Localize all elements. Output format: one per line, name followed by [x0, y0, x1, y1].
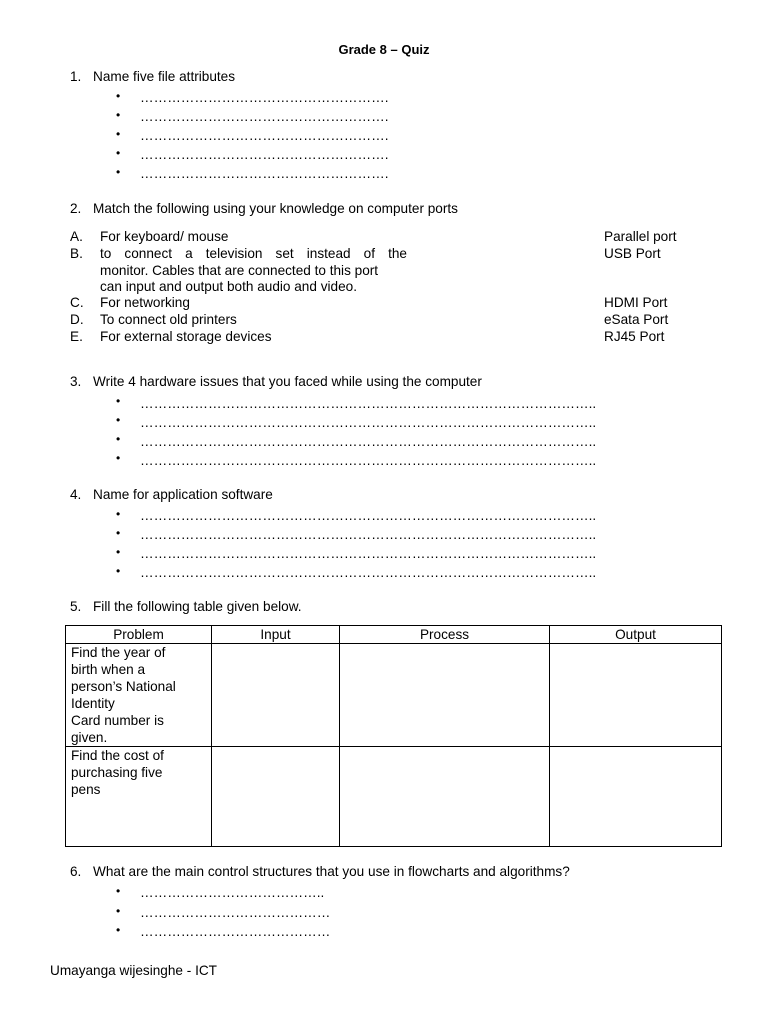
answer-blank[interactable]: ……………………………………	[140, 905, 331, 920]
table-row	[66, 747, 722, 847]
question-number: 4.	[70, 487, 82, 502]
column-header: Input	[212, 626, 340, 644]
bullet: •	[116, 923, 121, 937]
column-header: Process	[340, 626, 550, 644]
answer-blank[interactable]: ………………………………………………………………………………………..	[140, 415, 597, 430]
answer-blank[interactable]: ………………………………………………………………………………………..	[140, 565, 597, 580]
problem-line: Card number is	[71, 713, 164, 728]
question-text: Match the following using your knowledge on computer ports	[93, 201, 458, 216]
page-title: Grade 8 – Quiz	[338, 42, 430, 57]
question-text: Name five file attributes	[93, 69, 236, 84]
answer-blank[interactable]: ………………………………………………………………………………………..	[140, 546, 597, 561]
answer-blank[interactable]: ……………………………………………….	[140, 109, 389, 124]
table-row	[66, 644, 722, 747]
match-port: Parallel port	[604, 229, 677, 244]
question-text: Write 4 hardware issues that you faced while using the computer	[93, 374, 482, 389]
match-port: RJ45 Port	[604, 329, 665, 344]
problem-line: Identity	[71, 696, 115, 711]
match-description: For keyboard/ mouse	[100, 229, 229, 244]
answer-blank[interactable]: ………………………………………………………………………………………..	[140, 527, 597, 542]
bullet: •	[116, 904, 121, 918]
bullet: •	[116, 394, 121, 408]
question-number: 5.	[70, 599, 82, 614]
question-text: Fill the following table given below.	[93, 599, 302, 614]
match-description: For external storage devices	[100, 329, 272, 344]
match-description: can input and output both audio and video.	[100, 279, 357, 294]
input-cell[interactable]	[212, 747, 340, 847]
answer-blank[interactable]: …………………………………..	[140, 885, 325, 900]
match-letter: B.	[70, 246, 83, 261]
bullet: •	[116, 451, 121, 465]
answer-blank[interactable]: ……………………………………	[140, 924, 331, 939]
bullet: •	[116, 165, 121, 179]
answer-blank[interactable]: ……………………………………………….	[140, 166, 389, 181]
answer-blank[interactable]: ………………………………………………………………………………………..	[140, 396, 597, 411]
match-letter: D.	[70, 312, 84, 327]
column-header: Output	[550, 626, 722, 644]
question-number: 6.	[70, 864, 82, 879]
footer-author: Umayanga wijesinghe - ICT	[50, 963, 217, 978]
problem-cell	[66, 644, 212, 747]
bullet: •	[116, 884, 121, 898]
bullet: •	[116, 432, 121, 446]
column-header: Problem	[66, 626, 212, 644]
output-cell[interactable]	[550, 644, 722, 747]
match-letter: E.	[70, 329, 83, 344]
question-number: 1.	[70, 69, 82, 84]
table-header-row	[66, 626, 722, 644]
bullet: •	[116, 108, 121, 122]
bullet: •	[116, 564, 121, 578]
bullet: •	[116, 146, 121, 160]
question-text: What are the main control structures that you use in flowcharts and algorithms?	[93, 864, 570, 879]
problem-cell	[66, 747, 212, 847]
problem-line: person’s National	[71, 679, 176, 694]
process-cell[interactable]	[340, 747, 550, 847]
problem-line: birth when a	[71, 662, 146, 677]
bullet: •	[116, 413, 121, 427]
answer-blank[interactable]: ………………………………………………………………………………………..	[140, 453, 597, 468]
match-description: For networking	[100, 295, 190, 310]
io-table	[65, 625, 722, 847]
bullet: •	[116, 89, 121, 103]
answer-blank[interactable]: ………………………………………………………………………………………..	[140, 508, 597, 523]
input-cell[interactable]	[212, 644, 340, 747]
bullet: •	[116, 127, 121, 141]
answer-blank[interactable]: ……………………………………………….	[140, 147, 389, 162]
output-cell[interactable]	[550, 747, 722, 847]
match-description: To connect old printers	[100, 312, 237, 327]
match-port: eSata Port	[604, 312, 669, 327]
answer-blank[interactable]: ………………………………………………………………………………………..	[140, 434, 597, 449]
match-letter: A.	[70, 229, 83, 244]
match-description: to connect a television set instead of the	[100, 246, 407, 261]
bullet: •	[116, 526, 121, 540]
match-port: USB Port	[604, 246, 661, 261]
bullet: •	[116, 545, 121, 559]
question-text: Name for application software	[93, 487, 273, 502]
problem-line: Find the year of	[71, 645, 166, 660]
process-cell[interactable]	[340, 644, 550, 747]
answer-blank[interactable]: ……………………………………………….	[140, 90, 389, 105]
match-letter: C.	[70, 295, 84, 310]
match-description: monitor. Cables that are connected to this port	[100, 263, 379, 278]
problem-line: given.	[71, 730, 108, 745]
question-number: 3.	[70, 374, 82, 389]
question-number: 2.	[70, 201, 82, 216]
bullet: •	[116, 507, 121, 521]
problem-line: pens	[71, 782, 101, 797]
problem-line: Find the cost of	[71, 748, 164, 763]
problem-line: purchasing five	[71, 765, 163, 780]
match-port: HDMI Port	[604, 295, 668, 310]
answer-blank[interactable]: ……………………………………………….	[140, 128, 389, 143]
